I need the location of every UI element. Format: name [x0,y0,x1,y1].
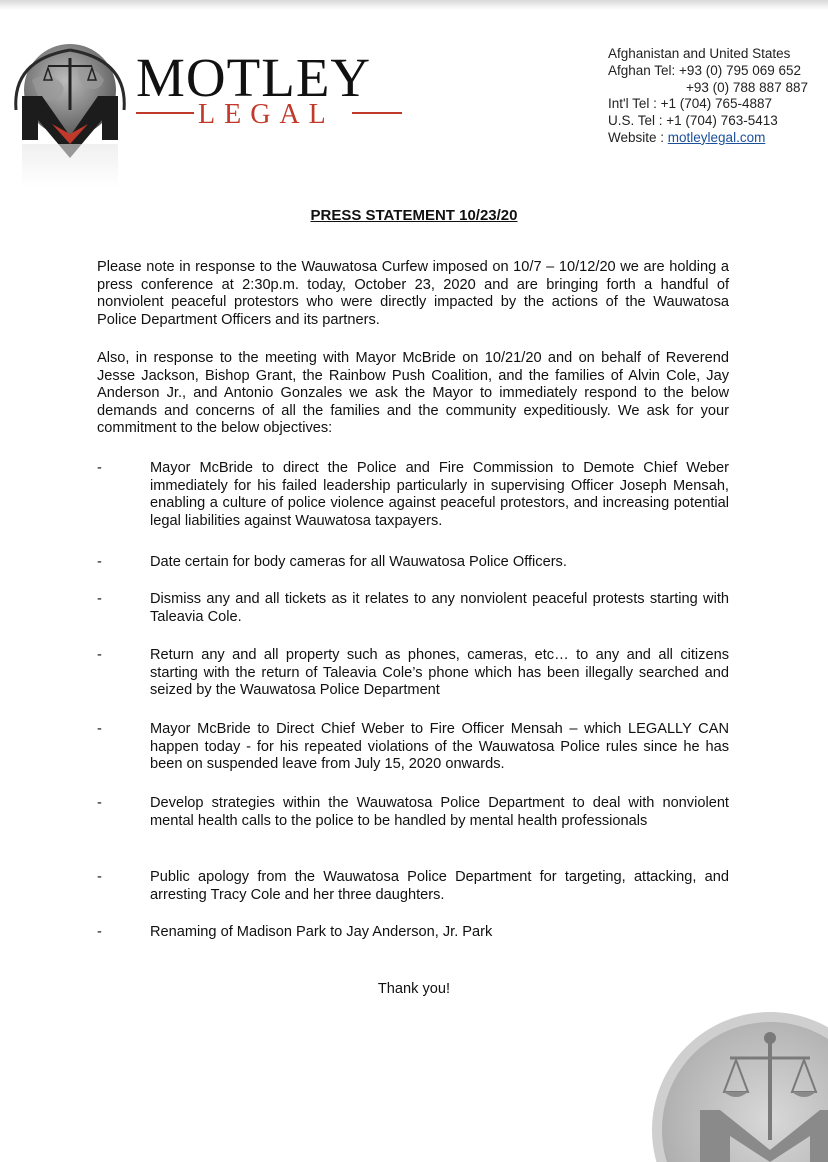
contact-afghan-tel-2: +93 (0) 788 887 887 [686,79,808,95]
top-edge-shadow [0,0,828,10]
bullet-dash: - [97,460,102,476]
bullet-dash: - [97,924,102,940]
list-item [97,795,729,830]
bullet-dash: - [97,554,102,570]
contact-afghan-tel-1: Afghan Tel: +93 (0) 795 069 652 [608,62,802,78]
demand-text: Return any and all property such as phones, cameras, etc… to any and all citizens starting with the return of Taleavia Cole’s phone which has been illegally searched and seized by the Wauwatosa Police Department [150,647,729,699]
bullet-dash: - [97,591,102,607]
bullet-dash: - [97,647,102,663]
contact-block [608,46,823,147]
closing-text: Thank you! [377,981,451,997]
brand-rule-left [136,112,194,114]
list-item [97,924,729,942]
contact-us-tel: U.S. Tel : +1 (704) 763-5413 [608,113,778,129]
page-title: PRESS STATEMENT 10/23/20 [310,207,518,224]
list-item [97,647,729,700]
website-label: Website : [608,129,668,145]
website-link[interactable]: motleylegal.com [667,129,766,145]
demand-text: Date certain for body cameras for all Wauwatosa Police Officers. [150,554,567,570]
list-item [97,554,729,572]
demand-text: Dismiss any and all tickets as it relates to any nonviolent peaceful protests starting with Taleavia Cole. [150,591,729,625]
contact-website [608,130,823,147]
bullet-dash: - [97,795,102,811]
bullet-dash: - [97,869,102,885]
demand-text: Develop strategies within the Wauwatosa Police Department to deal with nonviolent mental health calls to the police to be handled by mental health professionals [150,795,729,829]
brand-rule-right [352,112,402,114]
list-item [97,869,729,904]
demand-text: Public apology from the Wauwatosa Police Department for targeting, attacking, and arresting Tracy Cole and her three daughters. [150,869,729,903]
list-item [97,591,729,626]
list-item [97,721,729,774]
paragraph-intro: Please note in response to the Wauwatosa Curfew imposed on 10/7 – 10/12/20 we are holding a press conference at 2:30p.m. today, October 23, 2020 and are bringing forth a handful of nonviolent peaceful protestors who were directly impacted by the actions of the Wauwatosa Police Department Officers and its partners. [97,259,729,328]
contact-intl-tel: Int'l Tel : +1 (704) 765-4887 [608,96,773,112]
scales-of-justice-logo-icon [8,40,132,192]
paragraph-request: Also, in response to the meeting with Mayor McBride on 10/21/20 and on behalf of Reverend Jesse Jackson, Bishop Grant, the Rainbow Push Coalition, and the families of Alvin Cole, Jay Anderson Jr., and Antonio Gonzales we ask the Mayor to immediately respond to the below demands and concerns of all the families and the community expeditiously. We ask for your commitment to the below objectives: [97,350,729,437]
contact-region: Afghanistan and United States [608,46,791,61]
list-item [97,460,729,530]
demand-text: Mayor McBride to Direct Chief Weber to Fire Officer Mensah – which LEGALLY CAN happen today - for his repeated violations of the Wauwatosa Police rules since he has been on suspended leave from July 15, 2020 onwards. [150,721,729,773]
brand-name: MOTLEY [136,47,372,108]
brand-subtitle: LEGAL [198,99,335,130]
scales-of-justice-watermark-icon [650,1010,828,1162]
demand-text: Mayor McBride to direct the Police and Fire Commission to Demote Chief Weber immediately for his failed leadership particularly in supervising Officer Joseph Mensah, enabling a culture of police violence against peaceful protestors, and increasing potential legal liabilities against Wauwatosa taxpayers. [150,460,729,529]
demand-text: Renaming of Madison Park to Jay Anderson, Jr. Park [150,924,493,940]
bullet-dash: - [97,721,102,737]
